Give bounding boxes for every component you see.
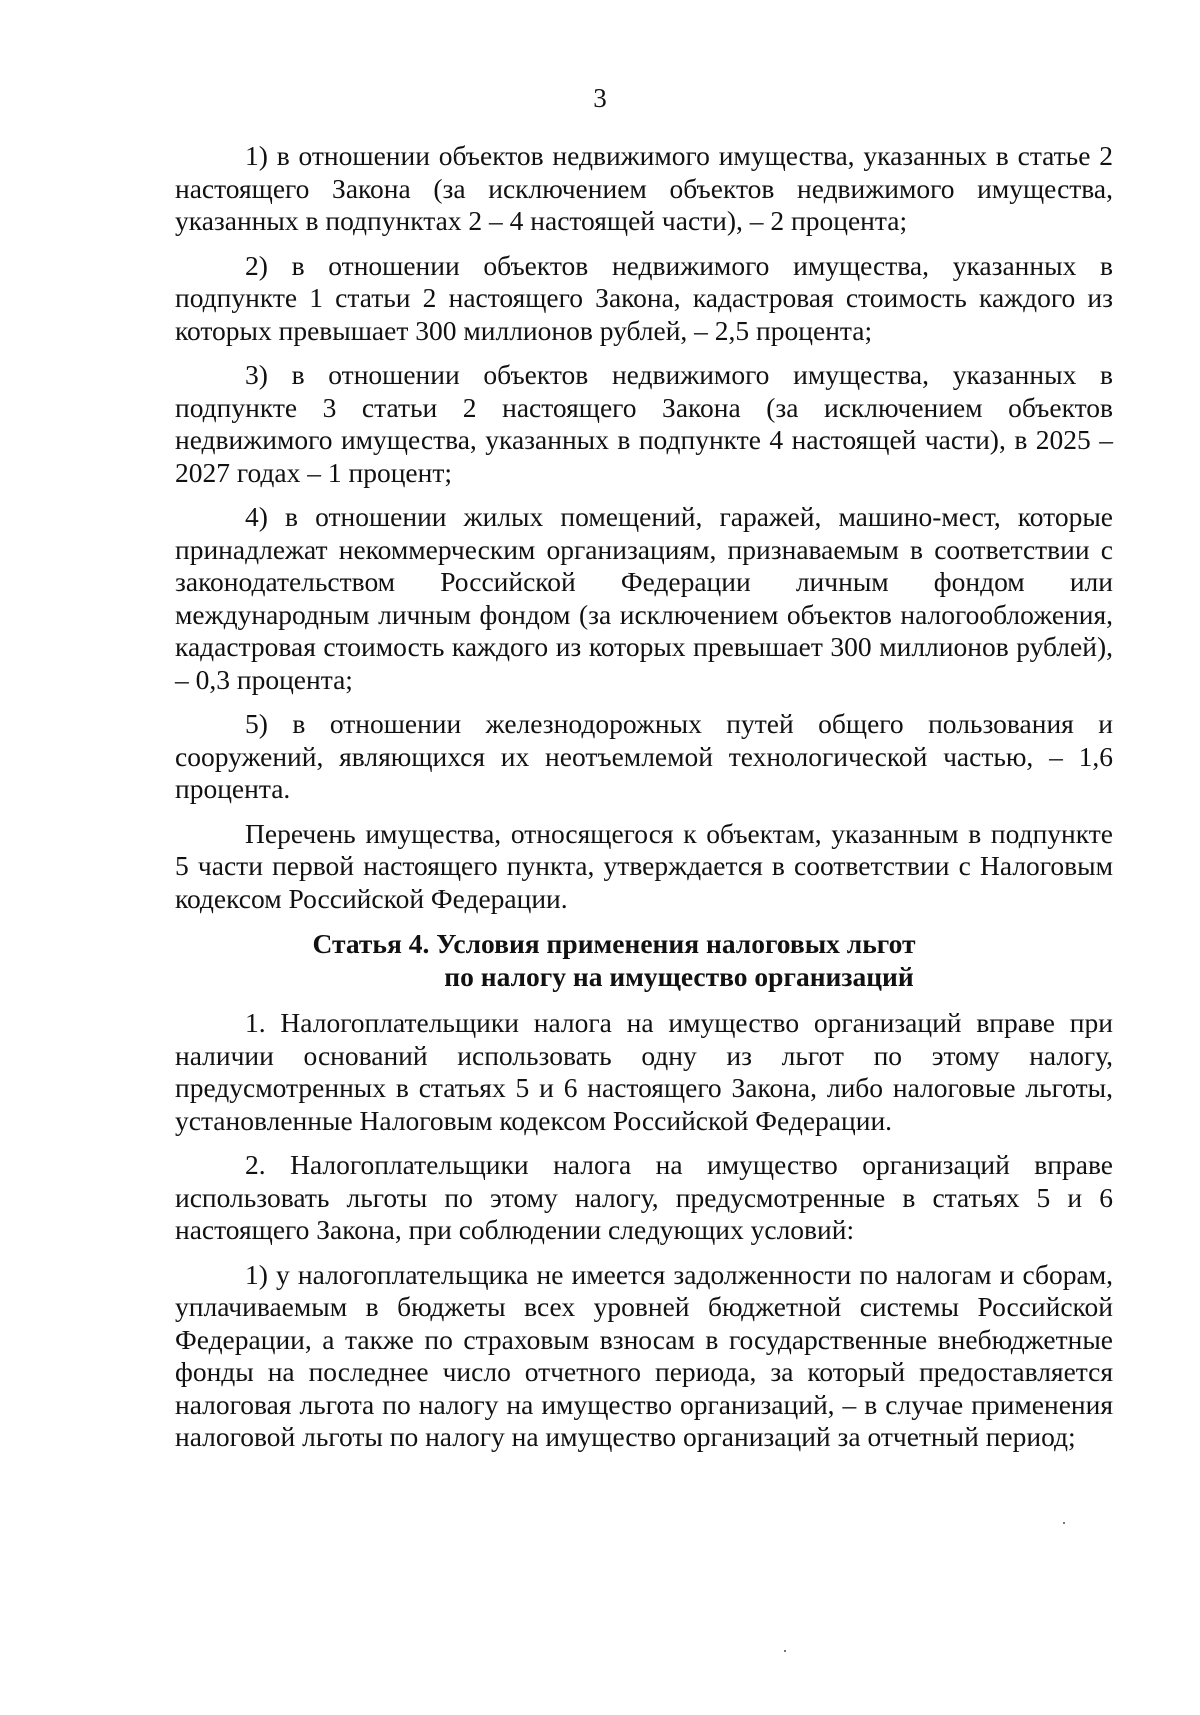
article-heading: [175, 927, 1113, 993]
document-body: [175, 140, 1113, 1466]
paragraph-property-list: Перечень имущества, относящегося к объектам, указанным в подпункте 5 части первой настоящего пункта, утверждается в соответствии с Налоговым кодексом Российской Федерации.: [175, 817, 1113, 914]
paragraph-subitem-1: 1) в отношении объектов недвижимого имущества, указанных в статье 2 настоящего Закона (за исключением объектов недвижимого имущества, указанных в подпунктах 2 – 4 настоящей части), – 2 процента;: [175, 140, 1113, 236]
scan-speck: [784, 1650, 786, 1652]
article-heading-line-2: по налогу на имущество организаций: [444, 961, 914, 992]
page-number: 3: [593, 83, 607, 113]
paragraph-subitem-3: 3) в отношении объектов недвижимого имущества, указанных в подпункте 3 статьи 2 настоящего Закона (за исключением объектов недвижимого имущества, указанных в подпункте 4 настоящей части), в 2025 – 2027 годах – 1 процент;: [175, 359, 1113, 488]
article-heading-line-1: Статья 4. Условия применения налоговых льгот: [312, 928, 916, 959]
paragraph-subitem-2: 2) в отношении объектов недвижимого имущества, указанных в подпункте 1 статьи 2 настоящего Закона, кадастровая стоимость каждого из которых превышает 300 миллионов рублей, – 2,5 процента;: [175, 249, 1113, 346]
paragraph-subitem-5: 5) в отношении железнодорожных путей общего пользования и сооружений, являющихся их неотъемлемой технологической частью, – 1,6 процента.: [175, 708, 1113, 804]
paragraph-subitem-4: 4) в отношении жилых помещений, гаражей, машино-мест, которые принадлежат некоммерческим организациям, признаваемым в соответствии с законодательством Российской Федерации личным фондом или международным личным фондом (за исключением объектов налогообложения, кадастровая стоимость каждого из которых превышает 300 миллионов рублей), – 0,3 процента;: [175, 501, 1113, 695]
scan-speck: [1063, 1522, 1065, 1524]
paragraph-condition-1: 1) у налогоплательщика не имеется задолженности по налогам и сборам, уплачиваемым в бюджеты всех уровней бюджетной системы Российской Федерации, а также по страховым взносам в государственные внебюджетные фонды на последнее число отчетного периода, за который предоставляется налоговая льгота по налогу на имущество организаций, – в случае применения налоговой льготы по налогу на имущество организаций за отчетный период;: [175, 1258, 1113, 1452]
paragraph-article-point-1: 1. Налогоплательщики налога на имущество организаций вправе при наличии оснований использовать одну из льгот по этому налогу, предусмотренных в статьях 5 и 6 настоящего Закона, либо налоговые льготы, установленные Налоговым кодексом Российской Федерации.: [175, 1007, 1113, 1136]
paragraph-article-point-2: 2. Налогоплательщики налога на имущество организаций вправе использовать льготы по этому налогу, предусмотренные в статьях 5 и 6 настоящего Закона, при соблюдении следующих условий:: [175, 1149, 1113, 1245]
